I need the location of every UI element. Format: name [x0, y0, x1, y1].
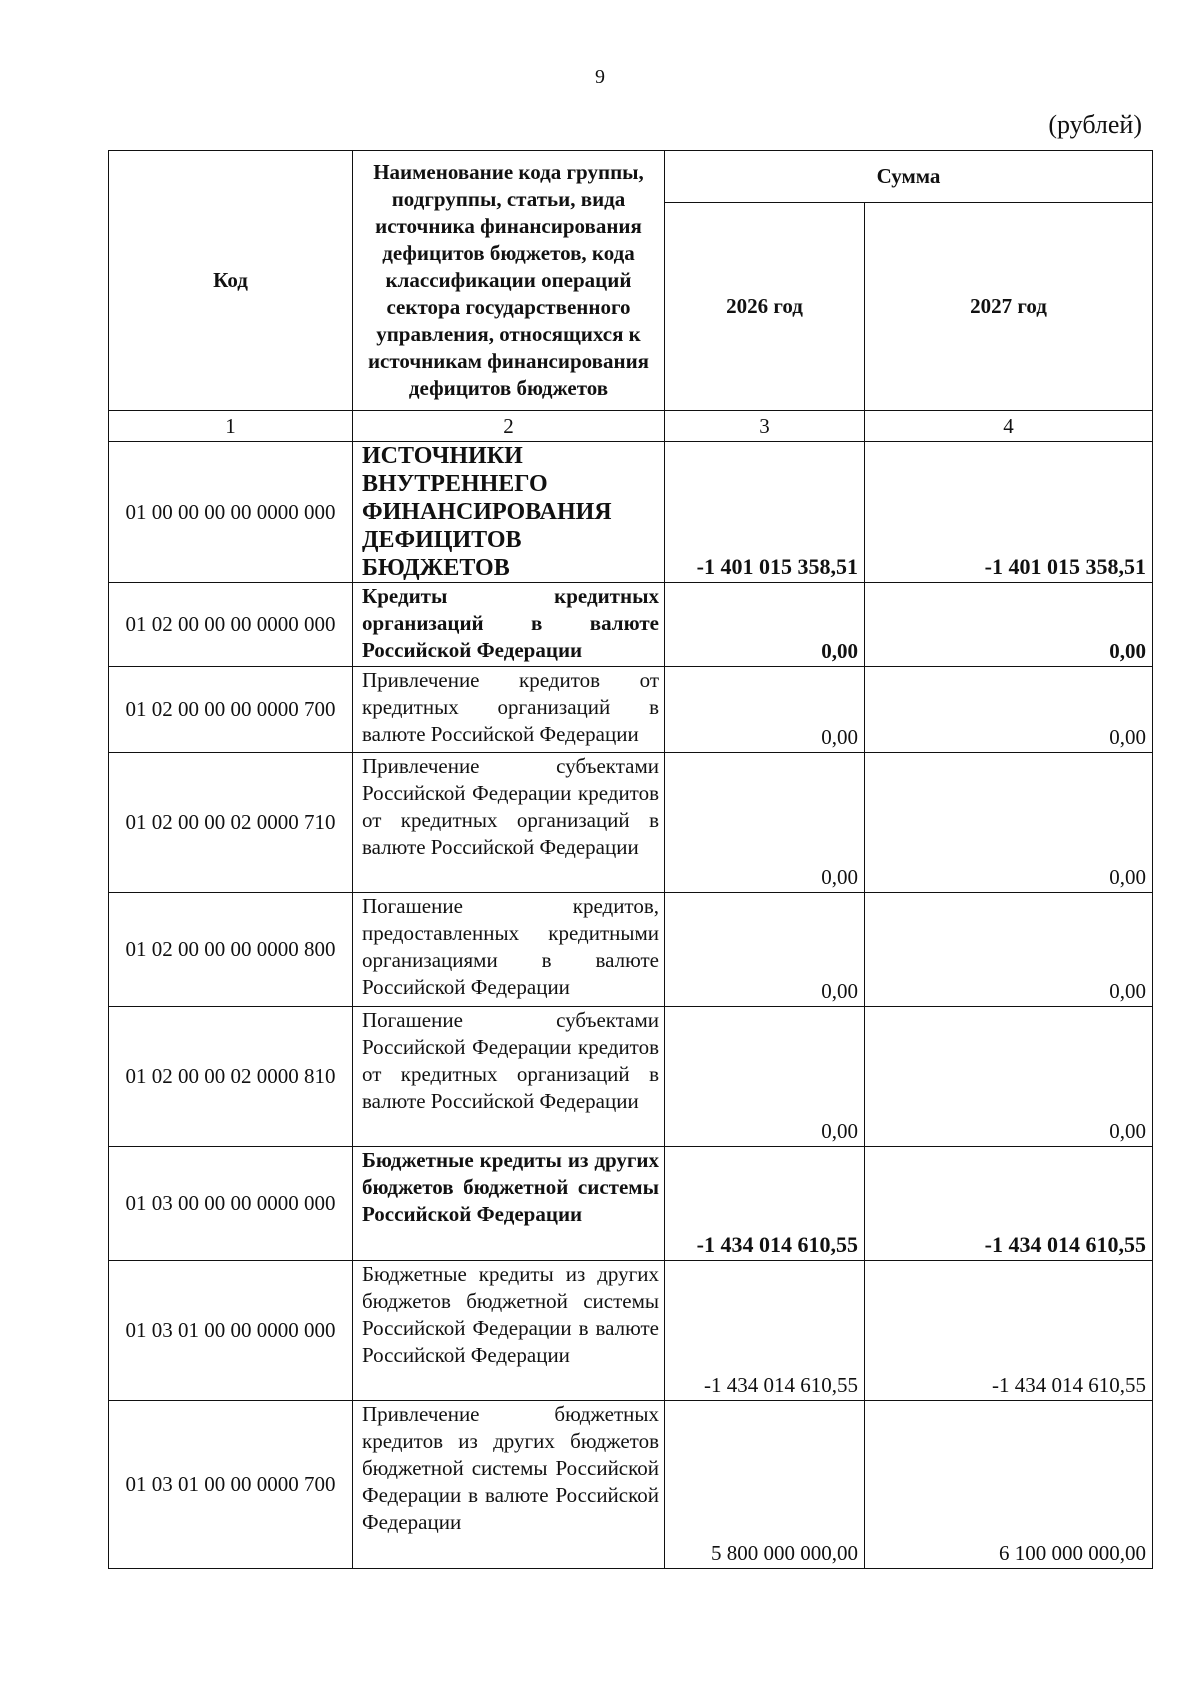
row-value-2027: -1 434 014 610,55 [865, 1261, 1153, 1401]
budget-sources-table [108, 150, 1153, 1569]
table-row [109, 1007, 1153, 1147]
header-year-2026: 2026 год [665, 203, 865, 411]
row-value-2027: 0,00 [865, 583, 1153, 667]
row-value-2027: -1 434 014 610,55 [865, 1147, 1153, 1261]
header-name: Наименование кода группы, подгруппы, статьи, вида источника финансирования дефицитов бюджетов, кода классификации операций сектора государственного управления, относящихся к источникам финансирования дефицитов бюджетов [353, 151, 665, 411]
row-value-2026: 0,00 [665, 583, 865, 667]
row-name: Бюджетные кредиты из других бюджетов бюджетной системы Российской Федерации [353, 1147, 665, 1261]
table-row [109, 753, 1153, 893]
table-row [109, 442, 1153, 583]
row-name: Привлечение кредитов от кредитных организаций в валюте Российской Федерации [353, 667, 665, 753]
row-value-2027: 6 100 000 000,00 [865, 1401, 1153, 1569]
column-number-2: 2 [353, 411, 665, 442]
row-code: 01 02 00 00 00 0000 000 [109, 583, 353, 667]
row-value-2026: 5 800 000 000,00 [665, 1401, 865, 1569]
row-code: 01 02 00 00 00 0000 700 [109, 667, 353, 753]
table-row [109, 1147, 1153, 1261]
units-label: (рублей) [1048, 110, 1142, 139]
row-code: 01 03 00 00 00 0000 000 [109, 1147, 353, 1261]
table-row [109, 893, 1153, 1007]
row-code: 01 02 00 00 02 0000 810 [109, 1007, 353, 1147]
column-number-4: 4 [865, 411, 1153, 442]
table-row [109, 667, 1153, 753]
header-code: Код [109, 151, 353, 411]
column-number-1: 1 [109, 411, 353, 442]
row-value-2027: -1 401 015 358,51 [865, 442, 1153, 583]
row-value-2026: -1 434 014 610,55 [665, 1147, 865, 1261]
header-year-2027: 2027 год [865, 203, 1153, 411]
column-number-3: 3 [665, 411, 865, 442]
row-value-2026: 0,00 [665, 893, 865, 1007]
row-value-2026: 0,00 [665, 1007, 865, 1147]
page-number: 9 [595, 66, 605, 88]
row-name: Привлечение субъектами Российской Федерации кредитов от кредитных организаций в валюте Российской Федерации [353, 753, 665, 893]
row-name: Погашение субъектами Российской Федерации кредитов от кредитных организаций в валюте Российской Федерации [353, 1007, 665, 1147]
row-value-2026: 0,00 [665, 667, 865, 753]
row-code: 01 00 00 00 00 0000 000 [109, 442, 353, 583]
row-code: 01 02 00 00 00 0000 800 [109, 893, 353, 1007]
row-name: Привлечение бюджетных кредитов из других бюджетов бюджетной системы Российской Федерации в валюте Российской Федерации [353, 1401, 665, 1569]
row-value-2027: 0,00 [865, 667, 1153, 753]
row-name: Погашение кредитов, предоставленных кредитными организациями в валюте Российской Федерации [353, 893, 665, 1007]
row-value-2026: -1 401 015 358,51 [665, 442, 865, 583]
table-row [109, 1261, 1153, 1401]
row-code: 01 03 01 00 00 0000 700 [109, 1401, 353, 1569]
row-value-2027: 0,00 [865, 893, 1153, 1007]
row-value-2026: 0,00 [665, 753, 865, 893]
row-value-2027: 0,00 [865, 753, 1153, 893]
table-row [109, 1401, 1153, 1569]
row-code: 01 03 01 00 00 0000 000 [109, 1261, 353, 1401]
table-row [109, 583, 1153, 667]
row-code: 01 02 00 00 02 0000 710 [109, 753, 353, 893]
row-value-2026: -1 434 014 610,55 [665, 1261, 865, 1401]
row-name: ИСТОЧНИКИ ВНУТРЕННЕГО ФИНАНСИРОВАНИЯ ДЕФИЦИТОВ БЮДЖЕТОВ [353, 442, 665, 583]
row-name: Кредиты кредитных организаций в валюте Российской Федерации [353, 583, 665, 667]
header-sum: Сумма [665, 151, 1153, 203]
row-value-2027: 0,00 [865, 1007, 1153, 1147]
row-name: Бюджетные кредиты из других бюджетов бюджетной системы Российской Федерации в валюте Российской Федерации [353, 1261, 665, 1401]
